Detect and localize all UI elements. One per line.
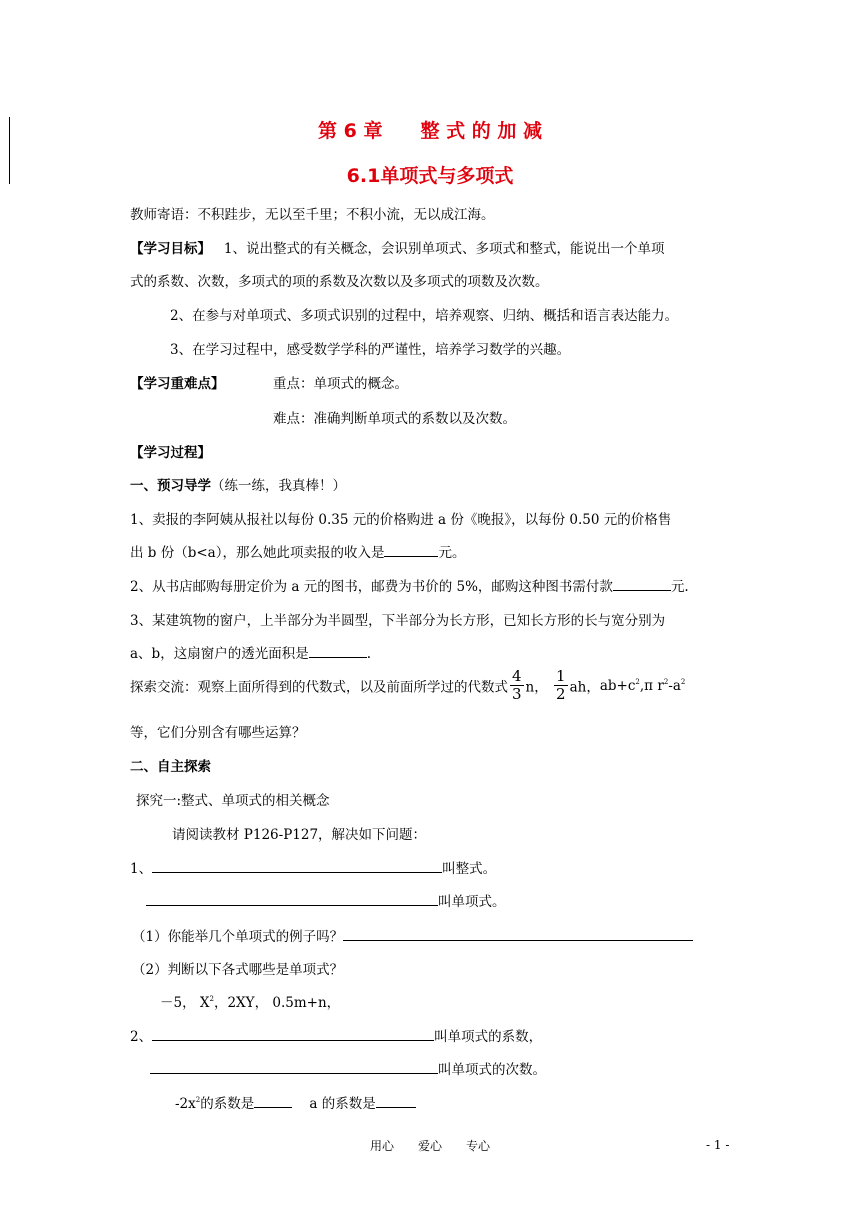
p2-def1-label: 叫单项式的系数，: [434, 1029, 543, 1045]
sub1-answer-blank[interactable]: [343, 927, 693, 941]
expr-3: [600, 678, 686, 694]
examples-exponent: 2: [209, 995, 214, 1003]
coef-label-2: a 的系数是: [309, 1096, 376, 1112]
q1-line-a: 1、卖报的李阿姨从报社以每份 0.35 元的价格购进 a 份《晚报》，以每份 0.50 元的价格售: [130, 512, 672, 528]
read-instruction: 请阅读教材 P126-P127，解决如下问题：: [172, 827, 427, 843]
explore-end: 等，它们分别含有哪些运算？: [130, 725, 306, 741]
coefficient-line: [175, 1092, 416, 1112]
explore-1: 探究一:整式、单项式的相关概念: [136, 793, 330, 809]
goal-3: 3、在学习过程中，感受数学学科的严谨性，培养学习数学的兴趣。: [170, 342, 571, 358]
p1-number: 1、: [130, 861, 153, 877]
key-focus: 重点：单项式的概念。: [273, 376, 408, 392]
q2-answer-blank[interactable]: [613, 577, 671, 591]
frac1-variable: n，: [525, 679, 548, 696]
p2-number: 2、: [130, 1029, 153, 1045]
q2-line: [130, 575, 689, 595]
key-difficulty: 难点：准确判断单项式的系数以及次数。: [273, 411, 516, 427]
expr4-exponent-1: 2: [663, 677, 669, 686]
q1-unit: 元。: [438, 545, 466, 561]
expr3-exponent: 2: [635, 677, 640, 686]
q3-line-b: [130, 642, 371, 662]
p2-def2-label: 叫单项式的次数。: [438, 1062, 546, 1078]
integral-expression-def-blank[interactable]: [152, 859, 442, 873]
q1-line-b: [130, 541, 465, 561]
expr4-exponent-2: 2: [680, 677, 686, 686]
sub-question-2: （2）判断以下各式哪些是单项式？: [132, 962, 344, 978]
q3-answer-blank[interactable]: [309, 644, 367, 658]
chapter-title: 第 6 章 整 式 的 加 减: [318, 120, 542, 142]
p1-def2-label: 叫单项式。: [438, 894, 506, 910]
p2-line-2: [150, 1058, 546, 1078]
goal-2: 2、在参与对单项式、多项式识别的过程中，培养观察、归纳、概括和语言表达能力。: [170, 308, 679, 324]
q3-end: .: [366, 646, 371, 662]
monomial-def-blank[interactable]: [146, 892, 438, 906]
section-title: 6.1单项式与多项式: [346, 165, 514, 187]
expr4-part-b: -a: [668, 677, 681, 694]
frac1-numerator: 4: [512, 667, 522, 685]
coef-answer-blank-2[interactable]: [376, 1094, 416, 1108]
q2-unit: 元.: [670, 579, 689, 595]
sub1-text: （1）你能举几个单项式的例子吗？: [132, 929, 344, 945]
key-points-label: 【学习重难点】: [130, 376, 225, 392]
fraction-four-thirds: [510, 668, 524, 703]
explore-line: [130, 668, 685, 703]
coef-answer-blank-1[interactable]: [254, 1094, 292, 1108]
q3-line-a: 3、某建筑物的窗户，上半部分为半圆型，下半部分为长方形，已知长方形的长与宽分别为: [130, 613, 666, 629]
examples-line: [160, 991, 340, 1011]
sub-question-1: [132, 925, 693, 945]
part2-heading: 二、自主探索: [130, 759, 211, 775]
q1-answer-blank[interactable]: [384, 543, 438, 557]
p1-line-2: [146, 890, 506, 910]
expr4-part-a: ,π r: [639, 677, 664, 694]
q1-text: 出 b 份（b<a），那么她此项卖报的收入是: [130, 545, 385, 561]
frac2-numerator: 1: [556, 667, 566, 685]
examples-part-a: －5， X: [160, 995, 210, 1011]
coef-label-1: 的系数是: [200, 1096, 255, 1112]
part1-note: （练一练，我真棒！）: [211, 478, 346, 494]
examples-part-b: ，2XY， 0.5m+n，: [213, 995, 341, 1011]
frac2-variable: ah，: [569, 679, 600, 696]
process-label: 【学习过程】: [130, 445, 211, 461]
expr3-base: ab+c: [599, 677, 636, 694]
q2-text: 2、从书店邮购每册定价为 a 元的图书，邮费为书价的 5%，邮购这种图书需付款: [130, 579, 613, 595]
goal-1a: 1、说出整式的有关概念，会识别单项式、多项式和整式，能说出一个单项: [223, 241, 665, 257]
frac2-denominator: 2: [556, 685, 566, 703]
motto: 教师寄语：不积跬步，无以至千里；不积小流，无以成江海。: [130, 207, 495, 223]
part1-heading: [130, 474, 346, 494]
coef-expr: -2x: [175, 1096, 196, 1112]
coefficient-def-blank[interactable]: [152, 1027, 434, 1041]
goal-line-1: [130, 237, 664, 257]
coef-exponent: 2: [195, 1096, 201, 1104]
degree-def-blank[interactable]: [150, 1060, 438, 1074]
q3-text: a、b，这扇窗户的透光面积是: [130, 646, 309, 662]
page-number: - 1 -: [706, 1138, 730, 1152]
goal-1b: 式的系数、次数，多项式的项的系数及次数以及多项式的项数及次数。: [130, 274, 549, 290]
frac1-denominator: 3: [512, 685, 522, 703]
p1-line-1: [130, 857, 496, 877]
explore-text: 探索交流：观察上面所得到的代数式，以及前面所学过的代数式: [130, 679, 508, 696]
part1-title: 一、预习导学: [130, 478, 211, 494]
p2-line-1: [130, 1025, 542, 1045]
p1-def1-label: 叫整式。: [442, 861, 497, 877]
goals-label: 【学习目标】: [130, 241, 211, 257]
footer-center: 用心 爱心 专心: [369, 1139, 490, 1153]
fraction-one-half: [554, 668, 568, 703]
